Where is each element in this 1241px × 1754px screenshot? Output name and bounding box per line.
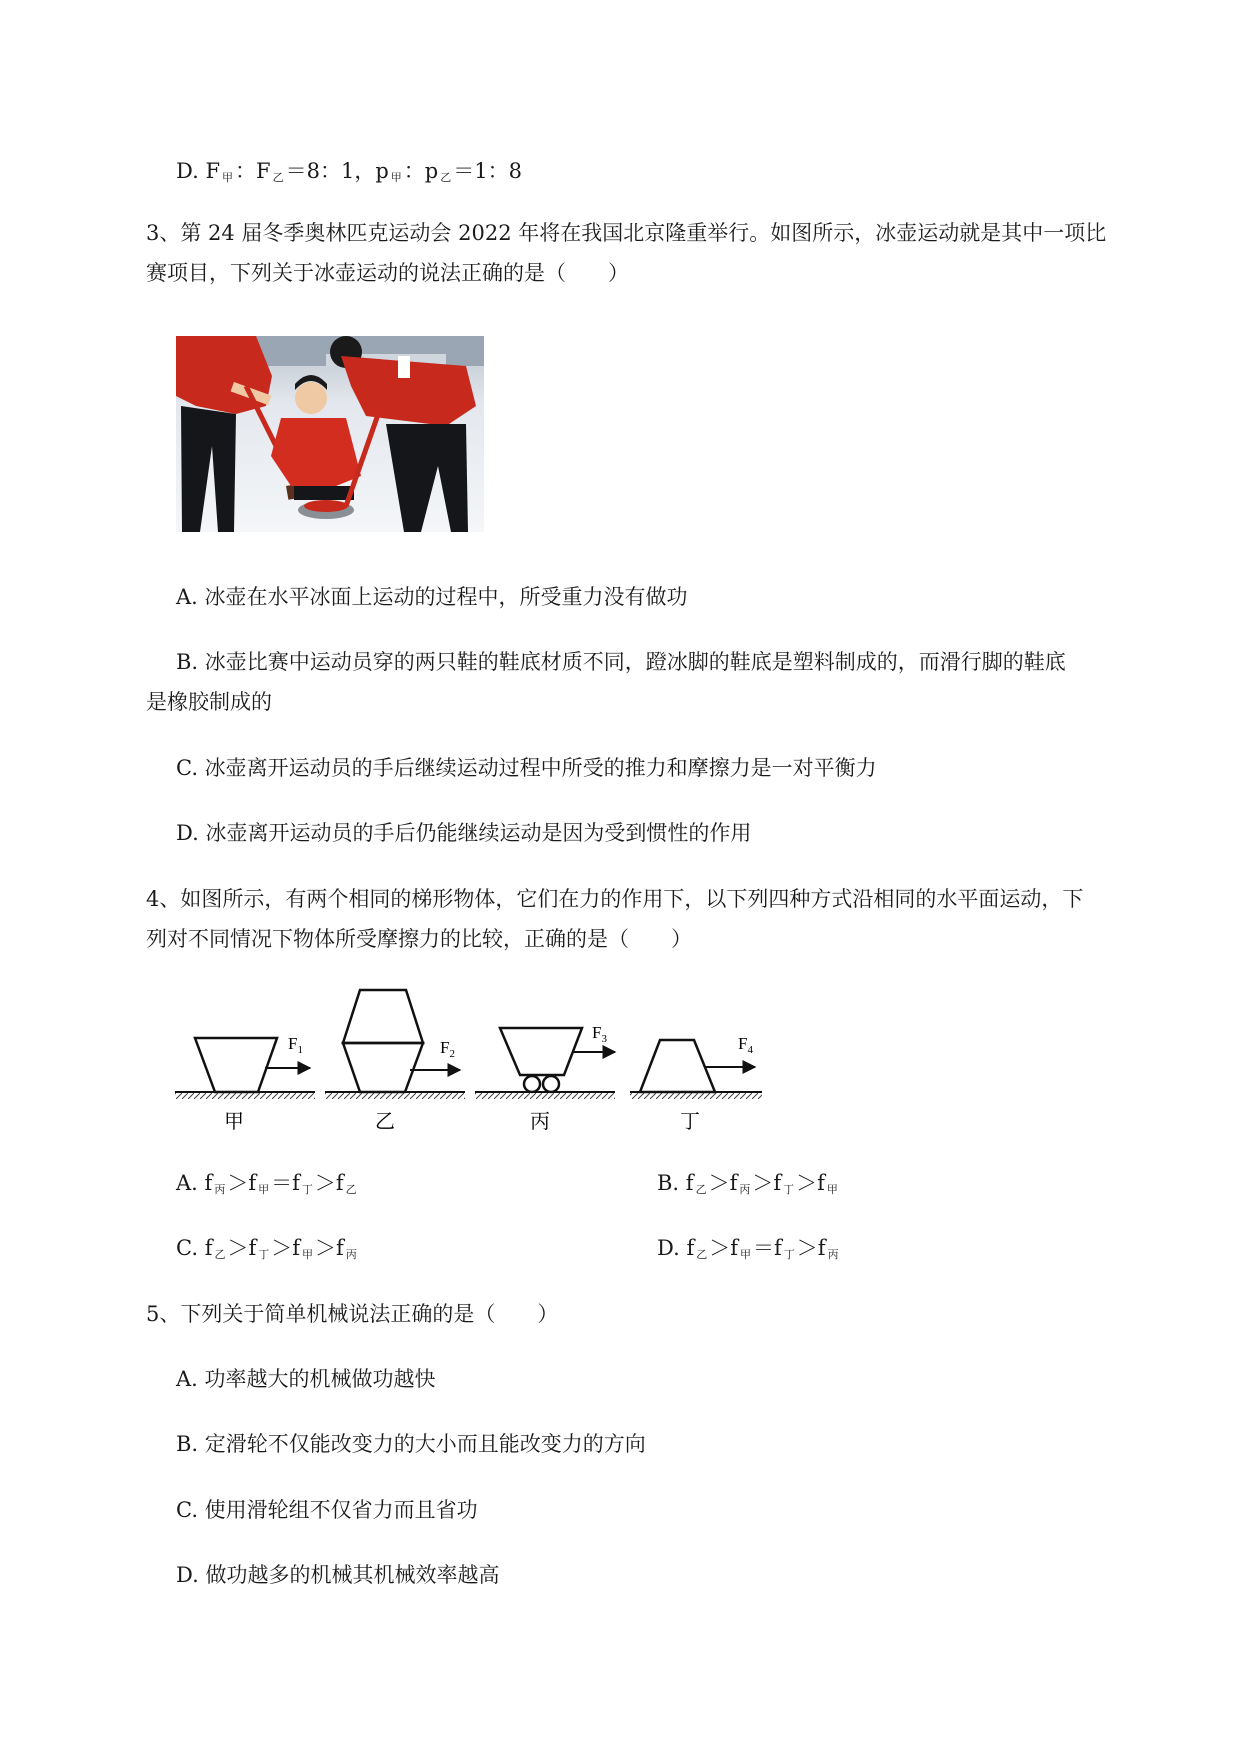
force-label-4: F	[738, 1034, 748, 1053]
svg-text:F3: $F_3$	[592, 1023, 607, 1045]
q3-option-b-line2: 是橡胶制成的	[146, 690, 272, 714]
q4-stem-line1: 4、如图所示，有两个相同的梯形物体，它们在力的作用下，以下列四种方式沿相同的水平面运动，下	[146, 887, 1084, 911]
q4-option-a: A. f $_丙$＞f $_甲$＝f $_丁$＞f $_乙$	[176, 1171, 357, 1196]
svg-text:F1: $F_1$	[288, 1034, 303, 1056]
q4-stem-line2: 列对不同情况下物体所受摩擦力的比较，正确的是（ ）	[146, 927, 692, 951]
q3-stem-line2: 赛项目，下列关于冰壶运动的说法正确的是（ ）	[146, 261, 629, 285]
svg-text:F4: $F_4$	[738, 1034, 753, 1056]
q3-option-c: C. 冰壶离开运动员的手后继续运动过程中所受的推力和摩擦力是一对平衡力	[176, 756, 877, 780]
figure-label-ding: 丁	[680, 1109, 700, 1133]
figure-case-jia	[175, 1034, 315, 1133]
q3-option-b-line1: B. 冰壶比赛中运动员穿的两只鞋的鞋底材质不同，蹬冰脚的鞋底是塑料制成的，而滑行脚的鞋底	[176, 650, 1066, 674]
q5-option-a: A. 功率越大的机械做功越快	[176, 1367, 436, 1391]
q2-option-d: D. F $_甲$：F $_乙$＝8：1，p $_甲$：p $_乙$＝1：8	[176, 159, 522, 184]
figure-case-ding	[630, 1034, 762, 1133]
figure-case-yi	[325, 990, 465, 1133]
q3-stem-line1: 3、第 24 届冬季奥林匹克运动会 2022 年将在我国北京隆重举行。如图所示，冰壶运动就是其中一项比	[146, 221, 1107, 245]
curling-photo	[176, 336, 484, 532]
q3-option-d: D. 冰壶离开运动员的手后仍能继续运动是因为受到惯性的作用	[176, 821, 752, 845]
q5-stem: 5、下列关于简单机械说法正确的是（ ）	[146, 1302, 559, 1326]
q3-option-a: A. 冰壶在水平冰面上运动的过程中，所受重力没有做功	[176, 585, 688, 609]
force-label-3: F	[592, 1023, 602, 1042]
figure-label-jia: 甲	[224, 1109, 244, 1133]
figure-label-bing: 丙	[530, 1109, 550, 1133]
q4-option-b: B. f $_乙$＞f $_丙$＞f $_丁$＞f $_甲$	[657, 1171, 838, 1196]
trapezoid-friction-figure	[170, 985, 770, 1140]
q4-option-d: D. f $_乙$＞f $_甲$＝f $_丁$＞f $_丙$	[657, 1236, 839, 1261]
force-label-2: F	[440, 1038, 450, 1057]
q5-option-c: C. 使用滑轮组不仅省力而且省功	[176, 1498, 478, 1522]
figure-case-bing	[475, 1023, 615, 1133]
q4-option-c: C. f $_乙$＞f $_丁$＞f $_甲$＞f $_丙$	[176, 1236, 357, 1261]
svg-text:F2: $F_2$	[440, 1038, 455, 1060]
q5-option-b: B. 定滑轮不仅能改变力的大小而且能改变力的方向	[176, 1432, 646, 1456]
force-label-1: F	[288, 1034, 298, 1053]
figure-label-yi: 乙	[375, 1109, 395, 1133]
q5-option-d: D. 做功越多的机械其机械效率越高	[176, 1563, 500, 1587]
